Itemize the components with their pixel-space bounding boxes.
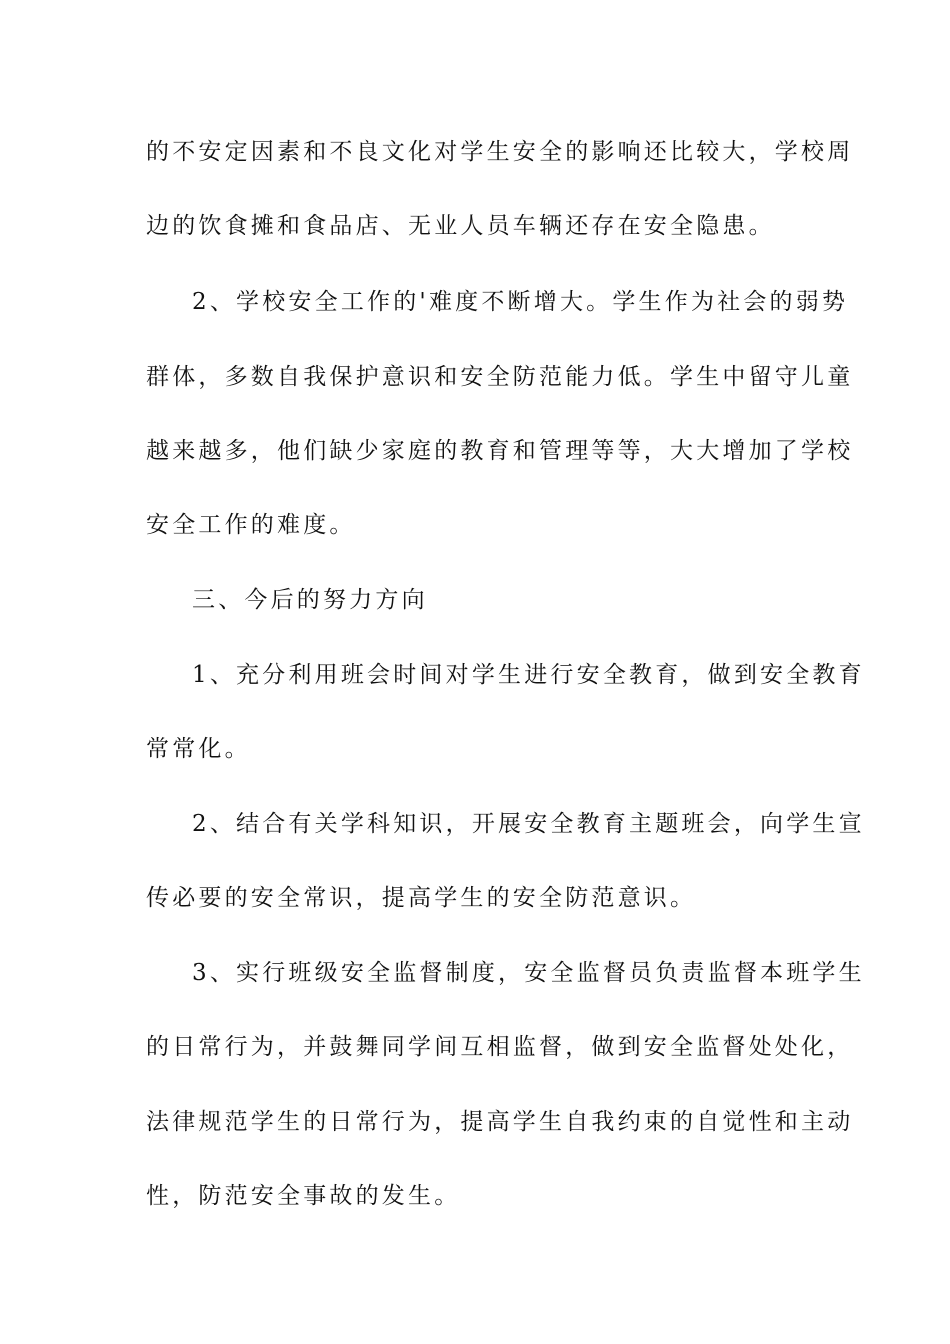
text-line: 群体，多数自我保护意识和安全防范能力低。学生中留守儿童 <box>146 364 854 390</box>
text-line: 安全工作的难度。 <box>146 512 356 538</box>
text-line: 越来越多，他们缺少家庭的教育和管理等等，大大增加了学校 <box>146 438 854 464</box>
paragraph-start-line: 2、学校安全工作的'难度不断增大。学生作为社会的弱势 <box>192 289 849 315</box>
text-line: 的不安定因素和不良文化对学生安全的影响还比较大，学校周 <box>146 139 854 165</box>
paragraph-start-line: 1、充分利用班会时间对学生进行安全教育，做到安全教育 <box>192 662 865 688</box>
paragraph-start-line: 2、结合有关学科知识，开展安全教育主题班会，向学生宣 <box>192 811 865 837</box>
text-line: 常常化。 <box>146 736 251 762</box>
text-line: 边的饮食摊和食品店、无业人员车辆还存在安全隐患。 <box>146 213 775 239</box>
text-line: 法律规范学生的日常行为，提高学生自我约束的自觉性和主动 <box>146 1109 854 1135</box>
section-heading: 三、今后的努力方向 <box>192 587 428 613</box>
text-line: 的日常行为，并鼓舞同学间互相监督，做到安全监督处处化， <box>146 1034 854 1060</box>
text-line: 传必要的安全常识，提高学生的安全防范意识。 <box>146 885 697 911</box>
paragraph-start-line: 3、实行班级安全监督制度，安全监督员负责监督本班学生 <box>192 960 865 986</box>
text-line: 性，防范安全事故的发生。 <box>146 1183 461 1209</box>
